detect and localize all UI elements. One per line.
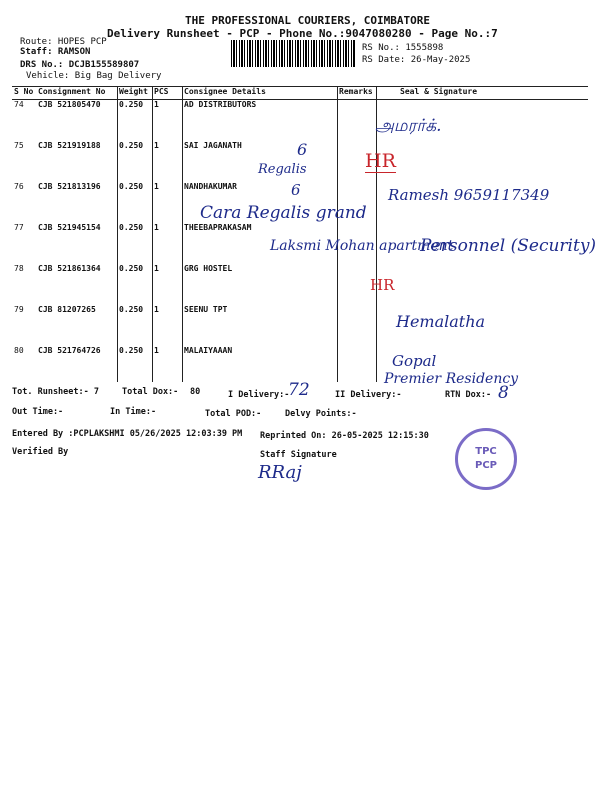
verified-by-label: Verified By (12, 447, 69, 457)
reprinted-on: Reprinted On: 26-05-2025 12:15:30 (260, 431, 429, 441)
weight-cell: 0.250 (119, 182, 144, 191)
pcs-cell: 1 (154, 100, 159, 109)
weight-cell: 0.250 (119, 223, 144, 232)
delvy-points-label: Delvy Points:- (285, 409, 357, 419)
remarks-cell (337, 100, 376, 142)
table-row (12, 305, 588, 346)
pcs-cell: 1 (154, 141, 159, 150)
column-header: Seal & Signature (376, 87, 588, 100)
staff-label: Staff: RAMSON (20, 47, 91, 57)
consignee-cell: AD DISTRIBUTORS (184, 100, 257, 109)
signature-cell (376, 141, 588, 182)
handwritten-count: 8 (498, 383, 509, 403)
handwritten-signature: அமரர்க். (375, 116, 442, 136)
column-header: Consignment No (36, 87, 117, 100)
handwritten-note: 6 (297, 140, 308, 159)
consignee-cell: GRG HOSTEL (184, 264, 233, 273)
consignee-cell: SAI JAGANATH (184, 141, 242, 150)
pcs-cell: 1 (154, 305, 159, 314)
remarks-cell (337, 346, 376, 387)
sno-cell: 76 (14, 182, 24, 191)
total-dox-value: 80 (190, 387, 201, 397)
runsheet-title: Delivery Runsheet - PCP - Phone No.:9047080280 - Page No.:7 (107, 27, 498, 40)
rs-number: RS No.: 1555898 (362, 43, 444, 53)
consignment-cell: CJB 521861364 (38, 264, 101, 273)
column-header: PCS (152, 87, 182, 100)
company-stamp (455, 428, 517, 490)
weight-cell: 0.250 (119, 305, 144, 314)
handwritten-signature: Ramesh 9659117349 (388, 186, 550, 204)
weight-cell: 0.250 (119, 346, 144, 355)
entered-by: Entered By :PCPLAKSHMI 05/26/2025 12:03:39 PM (12, 429, 243, 439)
pcs-cell: 1 (154, 264, 159, 273)
consignee-cell: SEENU TPT (184, 305, 228, 314)
signature-cell (376, 264, 588, 305)
in-time-label: In Time:- (110, 407, 157, 417)
staff-signature-label: Staff Signature (260, 450, 337, 460)
drs-number: DRS No.: DCJB155589807 (20, 60, 140, 70)
staff-signature: RRaj (258, 462, 302, 483)
consignee-cell: MALAIYAAAN (184, 346, 233, 355)
barcode (231, 40, 356, 67)
consignment-cell: CJB 521813196 (38, 182, 101, 191)
remarks-cell (337, 305, 376, 346)
i-delivery-label: I Delivery:- (228, 390, 290, 400)
route-label: Route: HOPES PCP (20, 37, 107, 47)
sno-cell: 78 (14, 264, 24, 273)
consignee-cell: NANDHAKUMAR (184, 182, 237, 191)
sno-cell: 75 (14, 141, 24, 150)
table-header-row (12, 87, 588, 100)
total-pod-label: Total POD:- (205, 409, 262, 419)
stamp-line: TPC (475, 446, 497, 457)
table-row (12, 264, 588, 305)
handwritten-signature: Personnel (Security) (420, 236, 597, 256)
consignment-cell: CJB 81207265 (38, 305, 96, 314)
handwritten-count: 72 (288, 380, 310, 400)
handwritten-note: Premier Residency (384, 371, 519, 387)
rtn-dox-label: RTN Dox:- (445, 390, 492, 400)
sno-cell: 77 (14, 223, 24, 232)
handwritten-note: Laksmi Mohan apartment (270, 238, 454, 254)
pcs-cell: 1 (154, 182, 159, 191)
consignment-cell: CJB 521805470 (38, 100, 101, 109)
handwritten-signature: Hemalatha (396, 312, 486, 331)
consignment-cell: CJB 521764726 (38, 346, 101, 355)
company-title: THE PROFESSIONAL COURIERS, COIMBATORE (185, 14, 431, 27)
column-header: Consignee Details (182, 87, 337, 100)
sno-cell: 80 (14, 346, 24, 355)
handwritten-note: Regalis (258, 162, 307, 177)
rs-date: RS Date: 26-May-2025 (362, 55, 471, 65)
consignee-cell: THEEBAPRAKASAM (184, 223, 252, 232)
weight-cell: 0.250 (119, 100, 144, 109)
column-header: Remarks (337, 87, 376, 100)
weight-cell: 0.250 (119, 141, 144, 150)
pcs-cell: 1 (154, 346, 159, 355)
sno-cell: 79 (14, 305, 24, 314)
column-header: S No (12, 87, 36, 100)
tot-runsheet: Tot. Runsheet:- 7 (12, 387, 99, 397)
vehicle-label: Vehicle: Big Bag Delivery (26, 71, 162, 81)
column-header: Weight (117, 87, 152, 100)
handwritten-note: Cara Regalis grand (200, 203, 367, 223)
consignment-cell: CJB 521919188 (38, 141, 101, 150)
handwritten-note: 6 (291, 181, 301, 199)
sno-cell: 74 (14, 100, 24, 109)
handwritten-stamp-hr: HR (370, 276, 395, 294)
consignment-cell: CJB 521945154 (38, 223, 101, 232)
stamp-line: PCP (475, 460, 497, 471)
weight-cell: 0.250 (119, 264, 144, 273)
out-time-label: Out Time:- (12, 407, 64, 417)
handwritten-stamp-hr: HR (365, 150, 396, 172)
total-dox-label: Total Dox:- (122, 387, 179, 397)
table-row (12, 100, 588, 142)
ii-delivery-label: II Delivery:- (335, 390, 402, 400)
pcs-cell: 1 (154, 223, 159, 232)
handwritten-signature: Gopal (392, 352, 437, 370)
